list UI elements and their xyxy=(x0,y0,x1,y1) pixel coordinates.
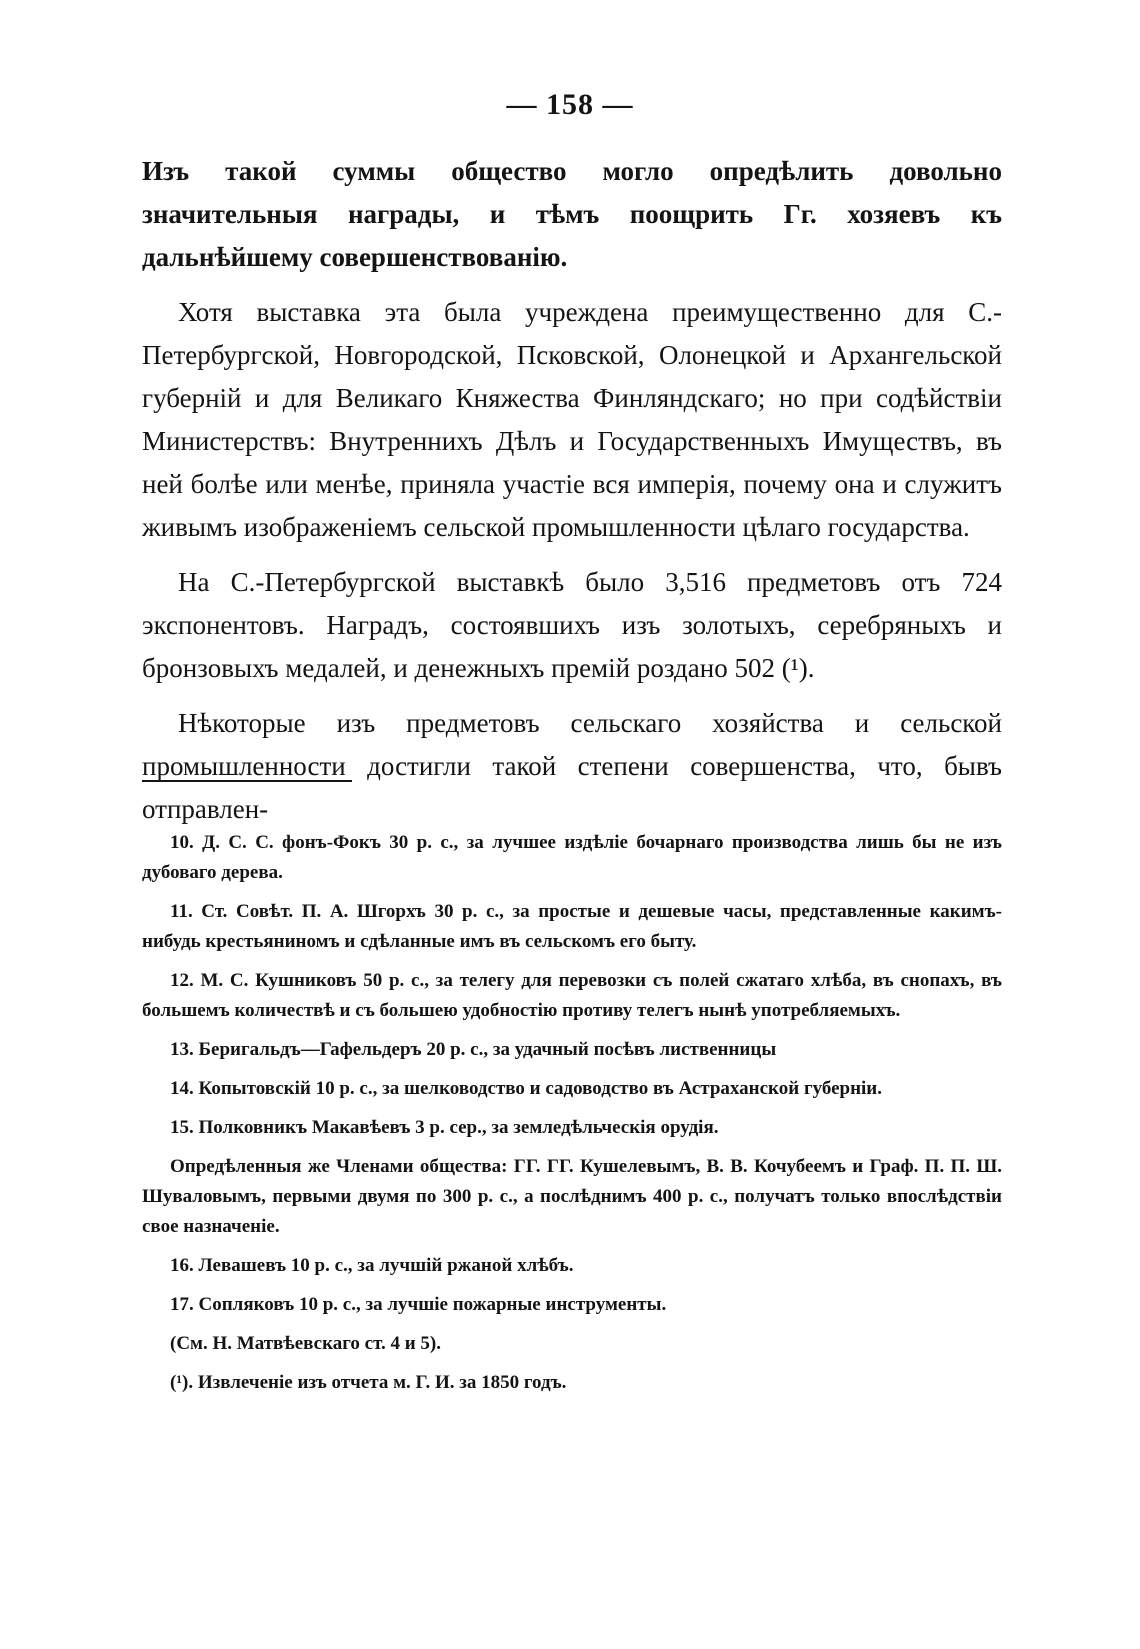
footnote: 15. Полковникъ Макавѣевъ 3 р. сер., за земледѣльческія орудія. xyxy=(170,1117,719,1138)
footnotes xyxy=(142,828,1002,1407)
footnote-divider xyxy=(142,780,352,782)
footnote: 17. Сопляковъ 10 р. с., за лучшіе пожарные инструменты. xyxy=(170,1294,667,1315)
body-text xyxy=(142,150,1002,843)
page-number: — 158 — xyxy=(506,88,634,121)
footnote: 10. Д. С. С. фонъ-Фокъ 30 р. с., за лучшее издѣліе бочарнаго производства лишь бы не изъ дубоваго дерева. xyxy=(142,832,1002,883)
body-paragraph: Хотя выставка эта была учреждена преимущественно для С.-Петербургской, Новгородской, Псковской, Олонецкой и Архангельской губерній и для Великаго Княжества Финляндскаго; но при содѣйствіи Министерствъ: Внутреннихъ Дѣлъ и Государственныхъ Имуществъ, въ ней болѣе или менѣе, приняла участіе вся имперія, почему она и служитъ живымъ изображеніемъ сельской промышленности цѣлаго государства. xyxy=(142,297,1002,542)
footnote: (См. Н. Матвѣевскаго ст. 4 и 5). xyxy=(170,1333,441,1354)
footnote: Опредѣленныя же Членами общества: ГГ. ГГ. Кушелевымъ, В. В. Кочубеемъ и Граф. П. П. Ш. Шуваловымъ, первыми двумя по 300 р. с., а послѣднимъ 400 р. с., получатъ только впослѣдствіи свое назначеніе. xyxy=(142,1156,1002,1237)
footnote: 16. Левашевъ 10 р. с., за лучшій ржаной хлѣбъ. xyxy=(170,1255,574,1276)
footnote: 12. М. С. Кушниковъ 50 р. с., за телегу для перевозки съ полей сжатаго хлѣба, въ снопахъ, въ большемъ количествѣ и съ большею удобностію противу телегъ нынѣ употребляемыхъ. xyxy=(142,970,1002,1021)
body-paragraph: Изъ такой суммы общество могло опредѣлить довольно значительныя награды, и тѣмъ поощрить Гг. хозяевъ къ дальнѣйшему совершенствованію. xyxy=(142,156,1002,272)
footnote: 11. Ст. Совѣт. П. А. Шгорхъ 30 р. с., за простые и дешевые часы, представленные какимъ-нибудь крестьяниномъ и сдѣланные имъ въ сельскомъ его быту. xyxy=(142,901,1002,952)
body-paragraph: На С.-Петербургской выставкѣ было 3,516 предметовъ отъ 724 экспонентовъ. Наградъ, состоявшихъ изъ золотыхъ, серебряныхъ и бронзовыхъ медалей, и денежныхъ премій роздано 502 (¹). xyxy=(142,567,1002,683)
footnote: 14. Копытовскій 10 р. с., за шелководство и садоводство въ Астраханской губерніи. xyxy=(170,1078,882,1099)
footnote: (¹). Извлеченіе изъ отчета м. Г. И. за 1850 годъ. xyxy=(170,1372,567,1393)
body-paragraph: Нѣкоторые изъ предметовъ сельскаго хозяйства и сельской промышленности достигли такой степени совершенства, что, бывъ отправлен- xyxy=(142,708,1002,824)
footnote: 13. Беригальдъ—Гафельдеръ 20 р. с., за удачный посѣвъ лиственницы xyxy=(170,1039,777,1060)
